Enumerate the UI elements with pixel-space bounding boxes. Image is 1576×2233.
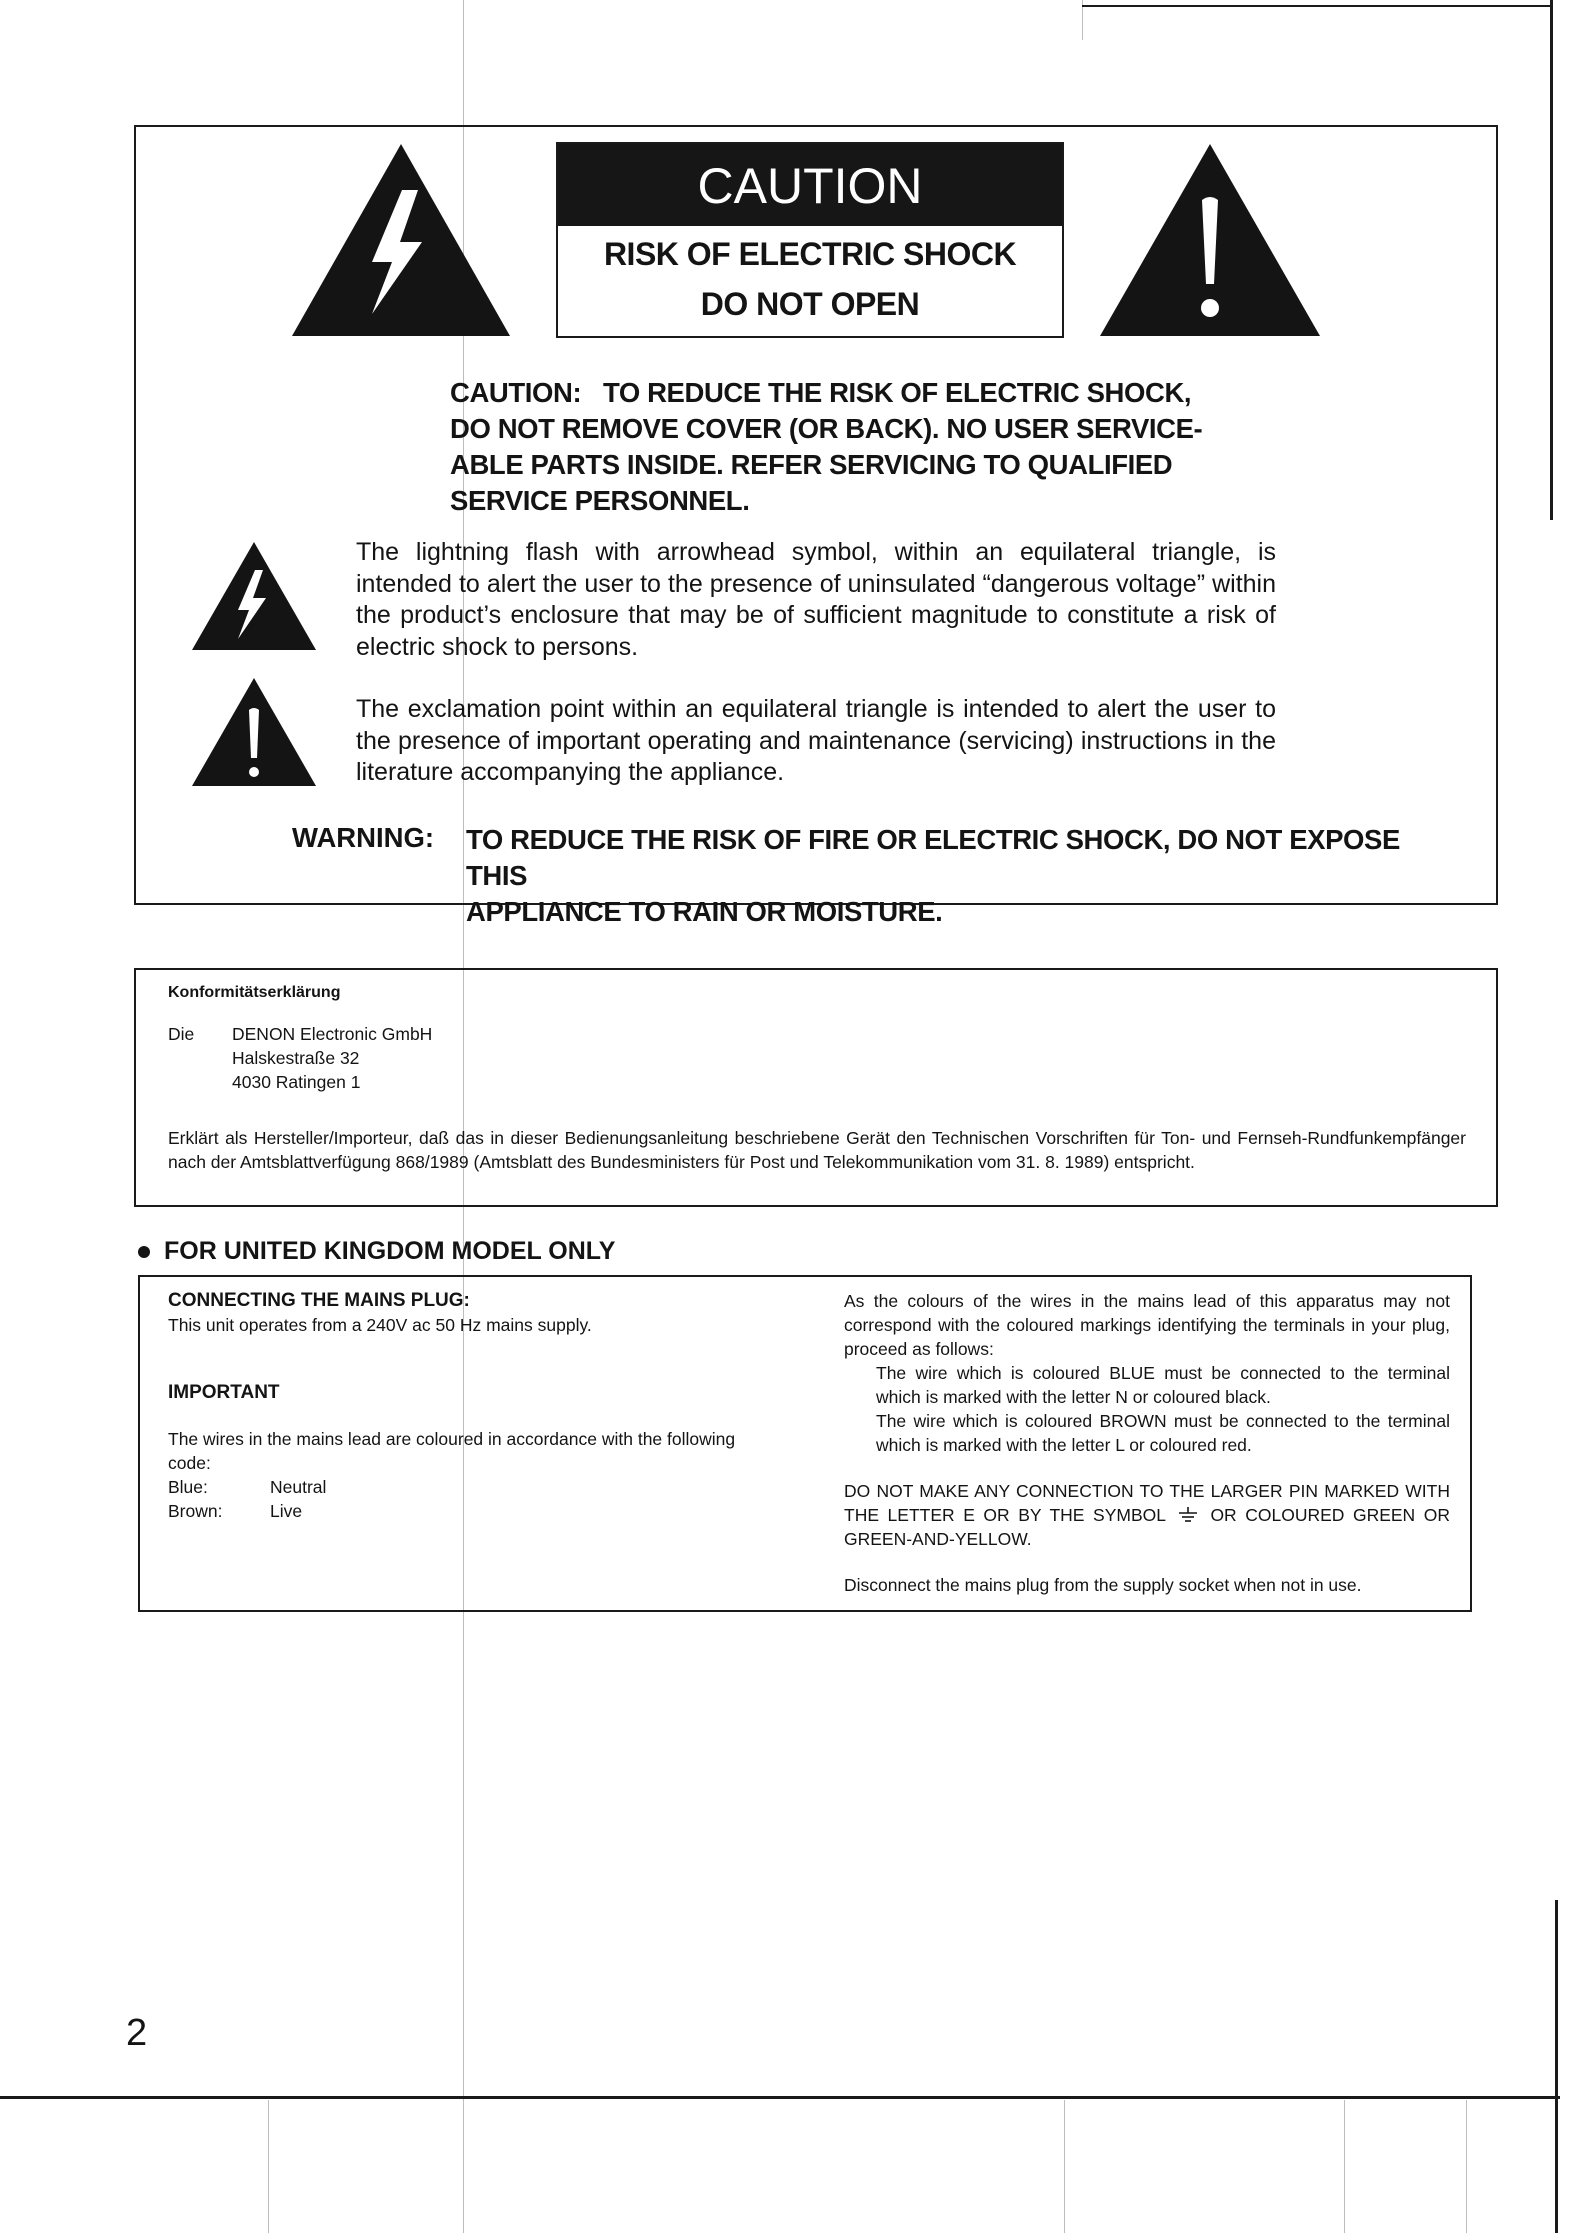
earth-symbol-icon xyxy=(1178,1507,1198,1523)
right-rule-lower xyxy=(1555,1900,1558,2233)
wire-colour: Blue: xyxy=(168,1477,208,1497)
conformity-title: Konformitätserklärung xyxy=(168,984,341,1001)
caution-heading: CAUTION xyxy=(558,144,1062,226)
caution-statement-line: ABLE PARTS INSIDE. REFER SERVICING TO QUALIFIED xyxy=(450,449,1173,480)
uk-model-heading-text: FOR UNITED KINGDOM MODEL ONLY xyxy=(164,1237,616,1265)
wire-code-row xyxy=(168,1475,768,1499)
important-title: IMPORTANT xyxy=(168,1382,280,1403)
caution-line-2: DO NOT OPEN xyxy=(700,286,920,322)
lightning-symbol-text: The lightning flash with arrowhead symbol, within an equilateral triangle, is intended to alert the user to the presence of uninsulated “dangerous voltage” within the product’s enclosure that may be of sufficient magnitude to constitute a risk of electric shock to persons. xyxy=(356,538,1276,661)
warning-line: TO REDUCE THE RISK OF FIRE OR ELECTRIC SHOCK, DO NOT EXPOSE THIS xyxy=(466,824,1400,891)
bullet-icon xyxy=(138,1246,150,1258)
earth-pin-warning xyxy=(844,1479,1450,1551)
blue-wire-instruction: The wire which is coloured BLUE must be connected to the terminal which is marked with the letter N or coloured black. xyxy=(876,1363,1450,1407)
uk-right-column xyxy=(844,1289,1450,1597)
earth-warning-before: DO NOT MAKE ANY CONNECTION TO THE LARGER PIN MARKED WITH THE LETTER E OR BY THE SYMBOL xyxy=(844,1481,1450,1525)
earth-warning-after: OR COLOURED GREEN OR GREEN-AND-YELLOW. xyxy=(844,1505,1450,1549)
connecting-plug-title: CONNECTING THE MAINS PLUG: xyxy=(168,1290,470,1311)
conformity-street: Halskestraße 32 xyxy=(232,1048,360,1068)
supply-text: This unit operates from a 240V ac 50 Hz mains supply. xyxy=(168,1315,592,1335)
wire-meaning: Live xyxy=(270,1501,303,1521)
conformity-declaration xyxy=(134,968,1498,1207)
wire-meaning: Neutral xyxy=(270,1477,327,1497)
warning-text xyxy=(466,822,1466,930)
uk-mains-plug-box xyxy=(138,1275,1472,1612)
caution-statement-line: CAUTION: TO REDUCE THE RISK OF ELECTRIC SHOCK, xyxy=(450,377,1192,408)
exclamation-warning-icon xyxy=(1098,142,1322,338)
caution-statement-line: DO NOT REMOVE COVER (OR BACK). NO USER SERVICE- xyxy=(450,413,1203,444)
exclamation-symbol-text: The exclamation point within an equilateral triangle is intended to alert the user to the presence of important operating and maintenance (servicing) instructions in the literature accompanying the appliance. xyxy=(356,695,1276,786)
caution-label-panel xyxy=(556,142,1064,338)
colour-intro: As the colours of the wires in the mains lead of this apparatus may not correspond with the coloured markings identifying the terminals in your plug, proceed as follows: xyxy=(844,1291,1450,1359)
scan-guide-line xyxy=(1466,2100,1467,2233)
exclamation-symbol-icon xyxy=(190,676,318,788)
wire-code-row xyxy=(168,1499,768,1523)
conformity-address xyxy=(232,1022,432,1094)
warning-label: WARNING: xyxy=(292,822,435,853)
brown-wire-instruction: The wire which is coloured BROWN must be connected to the terminal which is marked with the letter L or coloured red. xyxy=(876,1411,1450,1455)
disconnect-note: Disconnect the mains plug from the supply socket when not in use. xyxy=(844,1575,1362,1595)
bottom-rule xyxy=(0,2096,1560,2099)
uk-left-column xyxy=(168,1289,768,1523)
warning-line: APPLIANCE TO RAIN OR MOISTURE. xyxy=(466,896,943,927)
page-number: 2 xyxy=(126,2012,148,2054)
top-rule xyxy=(1082,5,1552,7)
lightning-warning-icon xyxy=(290,142,512,338)
wire-colour: Brown: xyxy=(168,1501,223,1521)
wires-intro: The wires in the mains lead are coloured in accordance with the following code: xyxy=(168,1429,736,1473)
scan-guide-line xyxy=(1344,2100,1345,2233)
uk-model-heading xyxy=(138,1237,615,1266)
scan-guide-line xyxy=(1064,2100,1065,2233)
conformity-city: 4030 Ratingen 1 xyxy=(232,1072,361,1092)
scan-guide-line xyxy=(268,2100,269,2233)
right-rule xyxy=(1550,0,1553,520)
caution-statement-line: SERVICE PERSONNEL. xyxy=(450,485,750,516)
conformity-die: Die xyxy=(168,1024,195,1044)
caution-line-1: RISK OF ELECTRIC SHOCK xyxy=(603,236,1017,272)
conformity-company: DENON Electronic GmbH xyxy=(232,1024,433,1044)
conformity-body: Erklärt als Hersteller/Importeur, daß das in dieser Bedienungsanleitung beschriebene Gerät den Technischen Vorschriften für Ton- und Fernseh-Rundfunkempfänger nach der Amtsblattverfügung 868/1989 (Amtsblatt des Bundesministers für Post und Telekommunikation vom 31. 8. 1989) entspricht. xyxy=(168,1128,1466,1172)
lightning-symbol-icon xyxy=(190,540,318,652)
caution-statement xyxy=(450,375,1210,519)
